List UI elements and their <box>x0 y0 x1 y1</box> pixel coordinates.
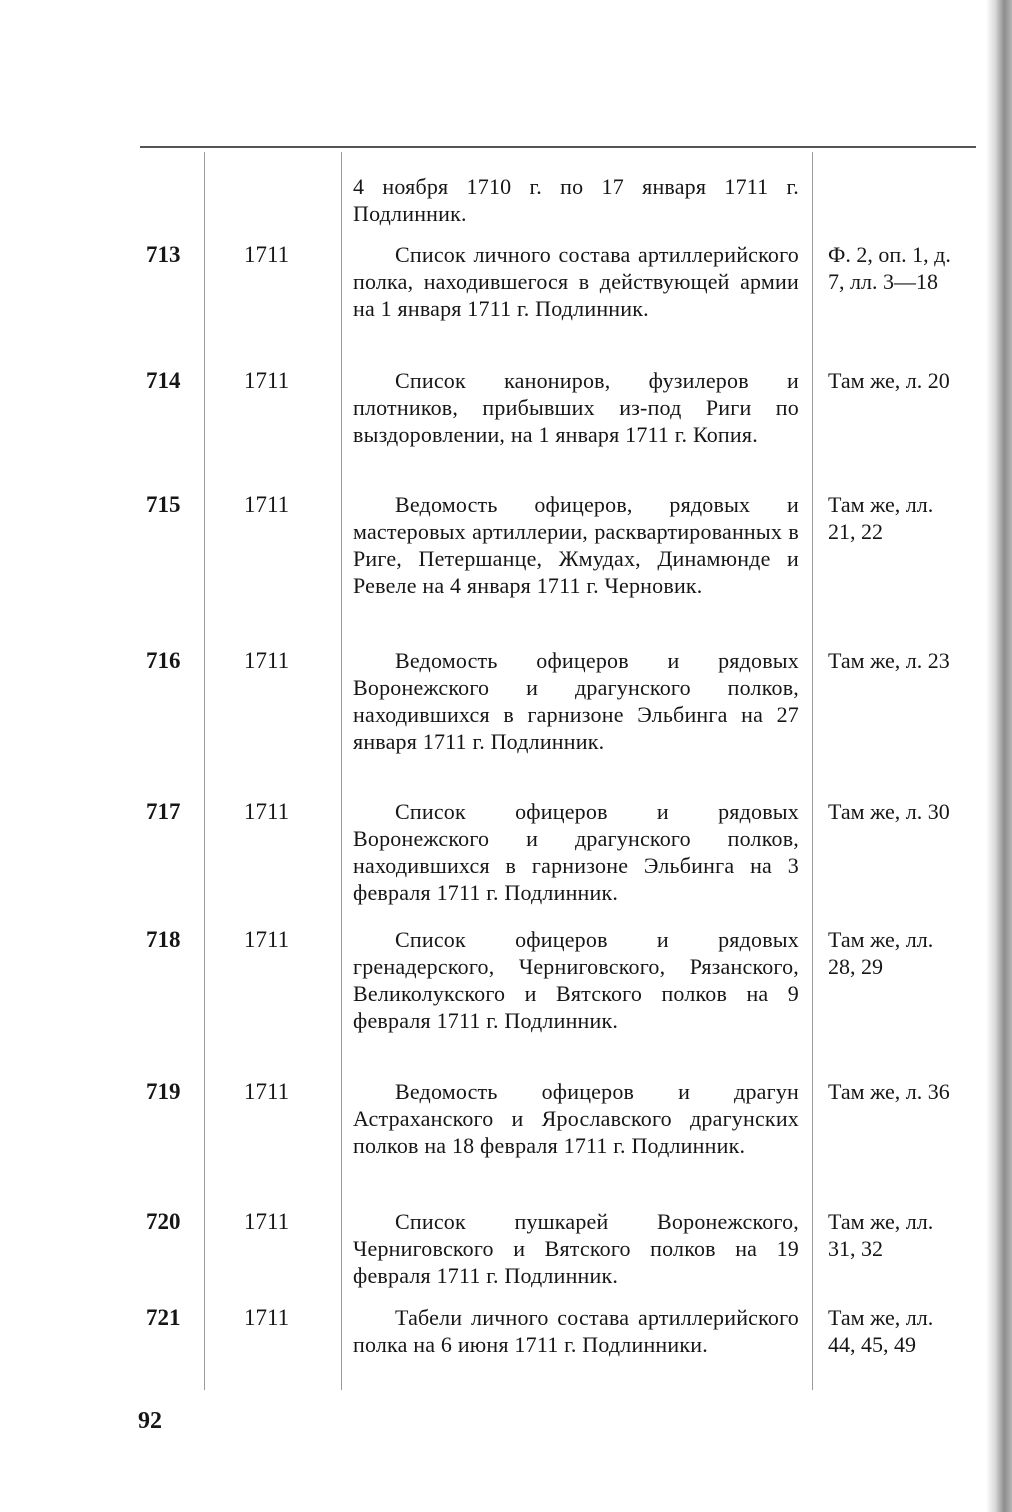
entry-description: Список пушкарей Воронежского, Черниговского и Вятского полков на 19 февраля 1711 г. Подлинник. <box>353 1209 799 1288</box>
entry-description: Список личного состава артиллерийского полка, находившегося в действующей армии на 1 января 1711 г. Подлинник. <box>353 242 799 321</box>
entry-reference: Там же, лл. 44, 45, 49 <box>828 1305 934 1357</box>
entry-year: 1711 <box>244 1305 290 1330</box>
entry-number: 714 <box>146 368 181 393</box>
entry-reference: Там же, л. 23 <box>828 648 950 673</box>
page-edge-shadow <box>986 0 1012 1512</box>
entry-year: 1711 <box>244 242 290 267</box>
entry-reference: Там же, лл. 28, 29 <box>828 927 934 979</box>
top-rule <box>140 146 976 148</box>
entry-reference: Там же, л. 36 <box>828 1079 950 1104</box>
entry-number: 718 <box>146 927 181 952</box>
entry-year: 1711 <box>244 648 290 673</box>
entry-year: 1711 <box>244 492 290 517</box>
column-divider <box>341 152 342 1390</box>
entry-number: 716 <box>146 648 181 673</box>
entry-number: 720 <box>146 1209 181 1234</box>
entry-description: 4 ноября 1710 г. по 17 января 1711 г. Подлинник. <box>353 174 799 226</box>
entry-reference: Там же, л. 30 <box>828 799 950 824</box>
entry-number: 713 <box>146 242 181 267</box>
entry-description: Ведомость офицеров и рядовых Воронежского и драгунского полков, находившихся в гарнизоне Эльбинга на 27 января 1711 г. Подлинник. <box>353 648 799 754</box>
entry-number: 721 <box>146 1305 181 1330</box>
page-number: 92 <box>138 1408 162 1434</box>
entry-reference: Ф. 2, оп. 1, д. 7, лл. 3—18 <box>828 242 951 294</box>
entry-year: 1711 <box>244 1209 290 1234</box>
entry-description: Ведомость офицеров и драгун Астраханского и Ярославского драгунских полков на 18 февраля 1711 г. Подлинник. <box>353 1079 799 1158</box>
entry-description: Список офицеров и рядовых гренадерского, Черниговского, Рязанского, Великолукского и Вятского полков на 9 февраля 1711 г. Подлинник. <box>353 927 799 1033</box>
entry-year: 1711 <box>244 1079 290 1104</box>
entry-year: 1711 <box>244 368 290 393</box>
entry-number: 715 <box>146 492 181 517</box>
entry-reference: Там же, лл. 31, 32 <box>828 1209 934 1261</box>
entry-description: Список офицеров и рядовых Воронежского и драгунского полков, находившихся в гарнизоне Эльбинга на 3 февраля 1711 г. Подлинник. <box>353 799 799 905</box>
entry-number: 717 <box>146 799 181 824</box>
entry-description: Ведомость офицеров, рядовых и мастеровых артиллерии, расквартированных в Риге, Петершанце, Жмудах, Динамюнде и Ревеле на 4 января 1711 г. Черновик. <box>353 492 799 598</box>
entry-year: 1711 <box>244 927 290 952</box>
column-divider <box>204 152 205 1390</box>
entry-description: Список канониров, фузилеров и плотников, прибывших из-под Риги по выздоровлении, на 1 января 1711 г. Копия. <box>353 368 799 447</box>
entry-number: 719 <box>146 1079 181 1104</box>
entry-reference: Там же, л. 20 <box>828 368 950 393</box>
entry-reference: Там же, лл. 21, 22 <box>828 492 934 544</box>
entry-year: 1711 <box>244 799 290 824</box>
entry-description: Табели личного состава артиллерийского полка на 6 июня 1711 г. Подлинники. <box>353 1305 799 1357</box>
column-divider <box>812 152 813 1390</box>
